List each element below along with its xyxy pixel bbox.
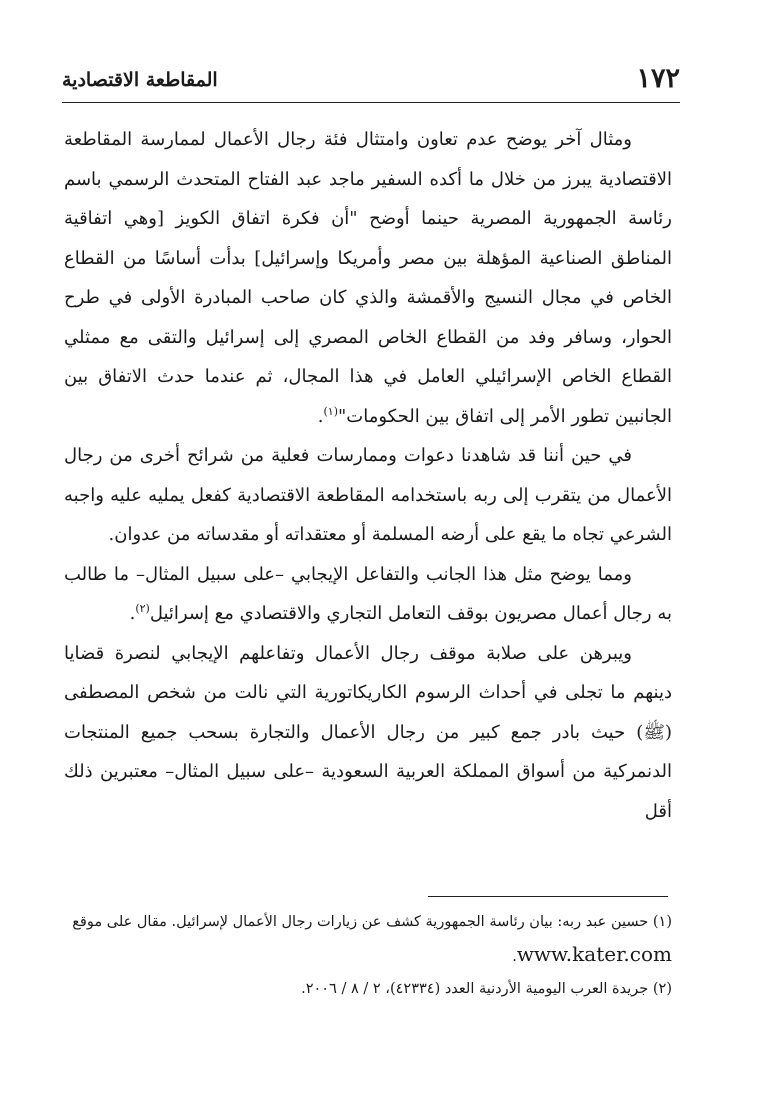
- main-text: [64, 120, 672, 831]
- footnote-divider: [428, 896, 668, 897]
- header-divider: [62, 102, 680, 103]
- page-number: ١٧٢: [636, 63, 680, 94]
- page-header: [62, 64, 680, 98]
- paragraph-3-text: ومما يوضح مثل هذا الجانب والتفاعل الإيجابي –على سبيل المثال– ما طالب به رجال أعمال مصريون بوقف التعامل التجاري والاقتصادي مع إسرائيل: [64, 563, 672, 624]
- paragraph-2: في حين أننا قد شاهدنا دعوات وممارسات فعلية من شرائح أخرى من رجال الأعمال من يتقرب إلى ربه باستخدامه المقاطعة الاقتصادية كفعل يمليه عليه واجبه الشرعي تجاه ما يقع على أرضه المسلمة أو معتقداته أو مقدساته من عدوان.: [64, 445, 672, 545]
- paragraph-1-end: .: [317, 405, 324, 427]
- footnote-ref-1: (١): [323, 404, 338, 418]
- paragraph-3: [64, 555, 672, 634]
- footnote-2: (٢) جريدة العرب اليومية الأردنية العدد (٤٢٣٣٤)، ٢ / ٨ / ٢٠٠٦.: [301, 981, 672, 997]
- paragraph-4: ويبرهن على صلابة موقف رجال الأعمال وتفاعلهم الإيجابي لنصرة قضايا دينهم ما تجلى في أحداث الرسوم الكاريكاتورية التي نالت من شخص المصطفى (ﷺ) حيث بادر جمع كبير من رجال الأعمال والتجارة بسحب جميع المنتجات الدنمركية من أسواق المملكة العربية السعودية –على سبيل المثال– معتبرين ذلك أقل: [64, 642, 672, 822]
- footnote-1-website: www.kater.com: [516, 942, 672, 966]
- paragraph-1-text: ومثال آخر يوضح عدم تعاون وامتثال فئة رجال الأعمال لممارسة المقاطعة الاقتصادية يبرز من خلال ما أكده السفير ماجد عبد الفتاح المتحدث الرسمي باسم رئاسة الجمهورية المصرية حينما أوضح "أن فكرة اتفاق الكويز [وهي اتفاقية المناطق الصناعية المؤهلة بين مصر وأمريكا وإسرائيل] بدأت أساسًا من القطاع الخاص في مجال النسيج والأقمشة والذي كان صاحب المبادرة الأولى في طرح الحوار، وسافر وفد من القطاع الخاص المصري إلى إسرائيل والتقى مع ممثلي القطاع الخاص الإسرائيلي العامل في هذا المجال، ثم عندما حدث الاتفاق بين الجانبين تطور الأمر إلى اتفاق بين الحكومات": [64, 129, 672, 427]
- paragraph-1: [64, 120, 672, 436]
- footnotes: [64, 906, 672, 1005]
- footnote-ref-2: (٢): [135, 602, 150, 615]
- footnote-1: [64, 906, 672, 973]
- footnote-1-text: (١) حسين عبد ربه: بيان رئاسة الجمهورية كشف عن زيارات رجال الأعمال لإسرائيل. مقال على موقع: [72, 914, 672, 930]
- paragraph-3-end: .: [129, 603, 136, 624]
- footnote-1-end: .: [512, 949, 517, 965]
- running-title: المقاطعة الاقتصادية: [62, 69, 218, 91]
